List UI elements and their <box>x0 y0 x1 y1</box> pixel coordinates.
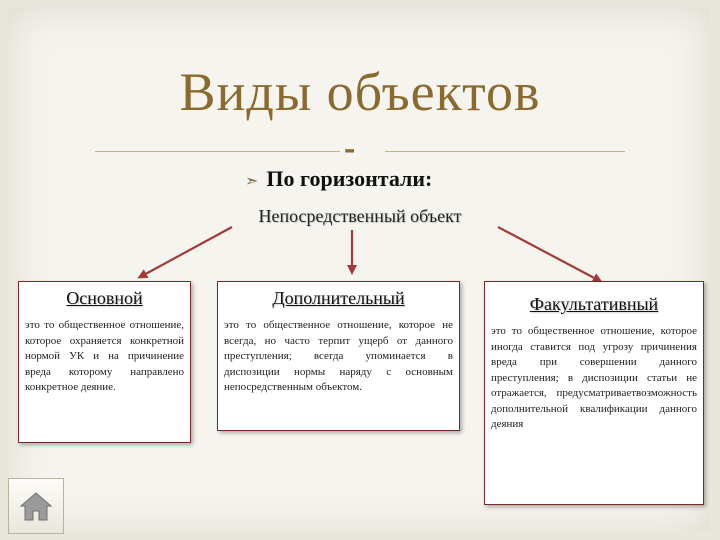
box-additional <box>217 281 460 431</box>
root-node-label: Непосредственный объект <box>258 206 462 226</box>
box-optional <box>484 281 704 505</box>
decorative-bullet-icon: ⁃ <box>342 135 357 170</box>
box-additional-heading: Дополнительный <box>272 288 405 308</box>
box-additional-text: это то общественное отношение, которое не всегда, но часто терпит ущерб от данного преступления; всегда упоминается в диспозиции нормы наряду с основным непосредственным объектом. <box>224 319 453 393</box>
slide-title: Виды объектов <box>179 62 541 122</box>
arrow-to-optional <box>498 227 600 281</box>
arrow-to-main <box>140 227 232 277</box>
box-optional-text: это то общественное отношение, которое иногда ставится под угрозу причинения вреда при совершении данного преступления; в диспозиции статьи не отражается, предусматриваетвозможность дополнительной квалификации данного деяния <box>491 325 697 430</box>
home-button[interactable] <box>8 478 64 534</box>
subheading-text: По горизонтали: <box>266 166 433 191</box>
box-main-heading: Основной <box>66 288 143 308</box>
home-icon <box>18 488 54 524</box>
box-optional-heading: Факультативный <box>529 294 659 314</box>
bullet-arrow-icon: ➣ <box>245 171 259 190</box>
box-main-text: это то общественное отношение, которое охраняется конкретной нормой УК и на причинение вреда которому направлено конкретное деяние. <box>25 319 184 393</box>
box-main <box>18 281 191 443</box>
